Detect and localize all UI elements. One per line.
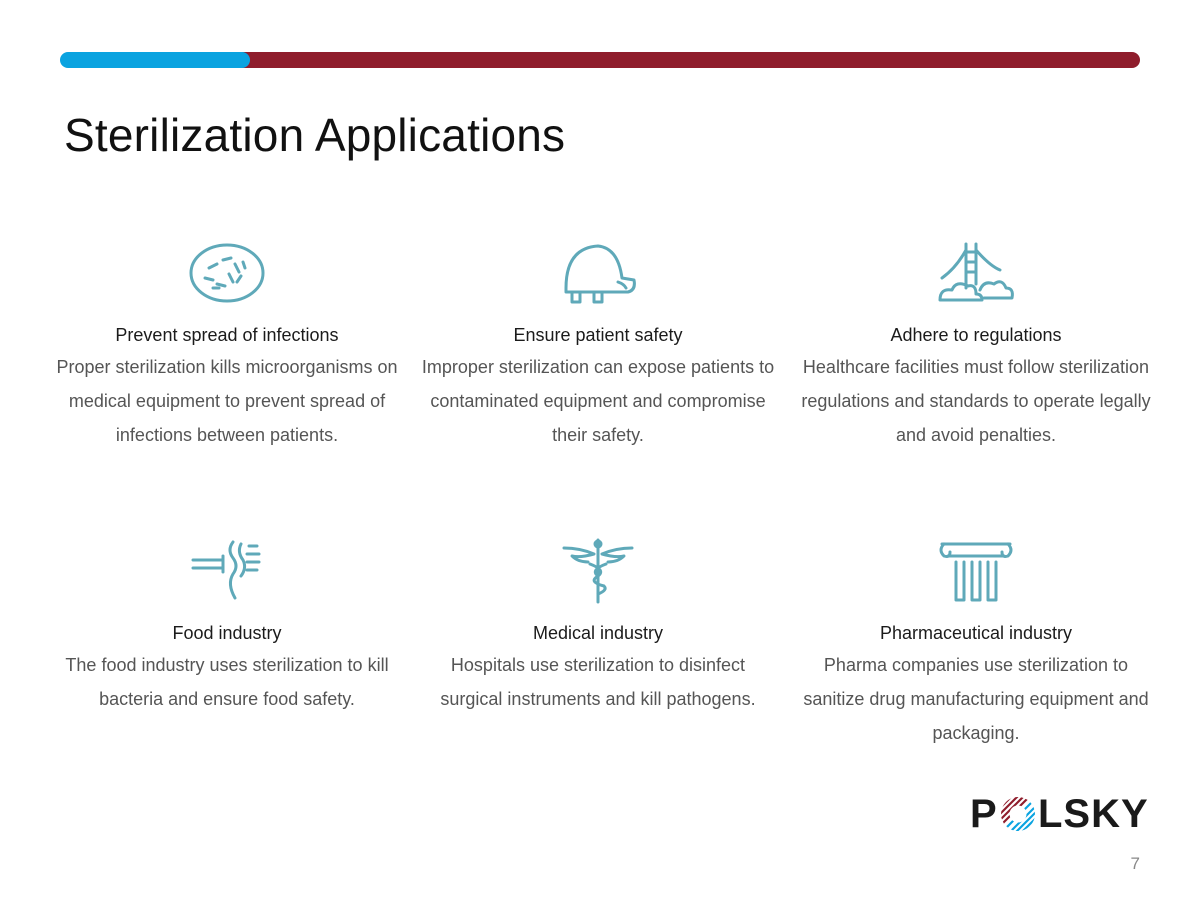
card-body: Hospitals use sterilization to disinfect surgical instruments and kill pathogens. (440, 655, 756, 709)
caduceus-icon (558, 536, 638, 606)
card-regulations (791, 238, 1161, 452)
card-title: Ensure patient safety (513, 325, 683, 345)
card-title: Medical industry (532, 623, 664, 643)
top-accent-bar (60, 52, 1140, 68)
card-body: Healthcare facilities must follow sterilization regulations and standards to operate legally and avoid penalties. (801, 357, 1151, 445)
turtle-icon (558, 238, 638, 308)
card-body: The food industry uses sterilization to kill bacteria and ensure food safety. (65, 655, 389, 709)
accent-bar-red (232, 52, 1140, 68)
page-title: Sterilization Applications (64, 109, 566, 161)
card-title: Prevent spread of infections (115, 325, 339, 345)
card-title: Adhere to regulations (890, 325, 1062, 345)
pillar-icon (936, 536, 1016, 606)
card-prevent-infections (42, 238, 412, 452)
card-title: Food industry (172, 623, 282, 643)
logo-letters-lsky: LSKY (1038, 792, 1149, 836)
card-food-industry (42, 536, 412, 716)
accent-bar-blue (60, 52, 250, 68)
logo-o-mark-icon (1000, 796, 1036, 832)
bridge-icon (936, 238, 1016, 308)
bacteria-icon (187, 238, 267, 308)
card-patient-safety (413, 238, 783, 452)
polsky-logo (970, 792, 1149, 836)
card-title: Pharmaceutical industry (879, 623, 1073, 643)
card-pharmaceutical-industry (791, 536, 1161, 750)
fork-noodles-icon (187, 536, 267, 606)
page-number: 7 (1130, 854, 1140, 873)
card-medical-industry (413, 536, 783, 716)
card-body: Improper sterilization can expose patients to contaminated equipment and compromise their safety. (421, 357, 775, 445)
card-body: Pharma companies use sterilization to sanitize drug manufacturing equipment and packaging. (803, 655, 1149, 743)
logo-letter-p: P (970, 792, 998, 836)
card-body: Proper sterilization kills microorganisms on medical equipment to prevent spread of infections between patients. (56, 357, 398, 445)
